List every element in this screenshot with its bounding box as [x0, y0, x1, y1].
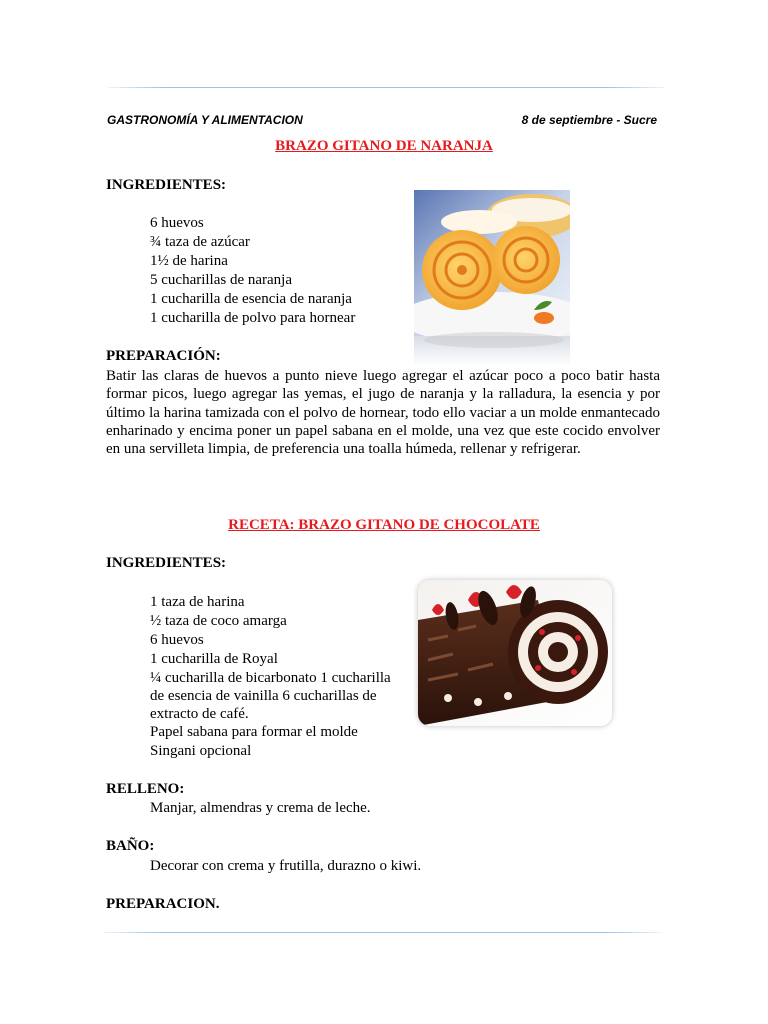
list-item: 1 taza de harina	[150, 594, 245, 610]
recipe1-ingredients-heading: INGREDIENTES:	[106, 177, 227, 193]
list-item: 1 cucharilla de esencia de naranja	[150, 291, 352, 307]
header-date: 8 de septiembre - Sucre	[521, 113, 657, 127]
list-item: 1 cucharilla de polvo para hornear	[150, 310, 356, 326]
orange-roll-photo	[414, 190, 570, 366]
recipe1-preparation-heading: PREPARACIÓN:	[106, 348, 221, 364]
list-item: 1½ de harina	[150, 253, 228, 269]
recipe2-filling-heading: RELLENO:	[106, 781, 185, 797]
header-course: GASTRONOMÍA Y ALIMENTACION	[107, 113, 303, 127]
recipe1-title: BRAZO GITANO DE NARANJA	[275, 138, 493, 154]
list-item: 6 huevos	[150, 215, 204, 231]
bottom-rule	[104, 932, 662, 933]
list-item: 6 huevos	[150, 632, 204, 648]
recipe2-title: RECETA: BRAZO GITANO DE CHOCOLATE	[228, 517, 540, 533]
recipe1-ingredients-list	[150, 214, 355, 328]
top-rule	[108, 87, 664, 88]
chocolate-roll-photo	[418, 580, 612, 726]
list-item: ¼ cucharilla de bicarbonato 1 cucharilla	[150, 670, 391, 686]
list-item: ½ taza de coco amarga	[150, 613, 287, 629]
list-item: Singani opcional	[150, 743, 252, 759]
recipe2-ingredients-heading: INGREDIENTES:	[106, 555, 227, 571]
recipe2-topping-text: Decorar con crema y frutilla, durazno o kiwi.	[150, 858, 422, 874]
recipe2-ingredients-list	[150, 593, 391, 761]
list-item: 1 cucharilla de Royal	[150, 651, 278, 667]
recipe2-topping-heading: BAÑO:	[106, 838, 155, 854]
list-item: 5 cucharillas de naranja	[150, 272, 293, 288]
list-item: Papel sabana para formar el molde	[150, 724, 358, 740]
list-item: ¾ taza de azúcar	[150, 234, 250, 250]
list-item: de esencia de vainilla 6 cucharillas de	[150, 688, 377, 704]
recipe1-preparation-text: Batir las claras de huevos a punto nieve luego agregar el azúcar poco a poco batir hasta formar picos, luego agregar las yemas, el jugo de naranja y la ralladura, la esencia y por último la harina tamizada con el polvo de hornear, todo ello vaciar a un molde enmantecado enharinado y encima poner un papel sabana en el molde, una vez que este cocido envolver en una servilleta limpia, de preferencia una toalla húmeda, rellenar y refrigerar.	[106, 368, 660, 458]
list-item: extracto de café.	[150, 706, 249, 722]
recipe2-preparation-heading: PREPARACION.	[106, 896, 220, 912]
recipe2-filling-text: Manjar, almendras y crema de leche.	[150, 800, 371, 816]
